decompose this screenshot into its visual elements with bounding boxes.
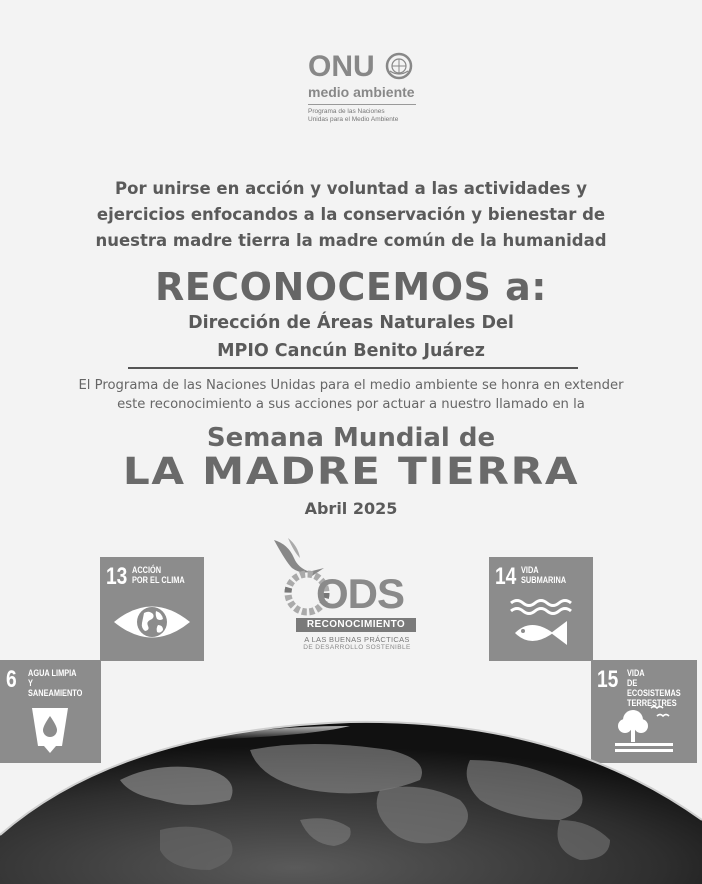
body-text <box>0 376 702 414</box>
semana-title: Semana Mundial de <box>206 423 496 453</box>
sdg-14-label <box>521 565 566 585</box>
body-line-1: El Programa de las Naciones Unidas para el medio ambiente se honra en extender <box>78 378 624 393</box>
sdg-14-label-line-1: VIDA <box>521 565 539 575</box>
sdg-13-number: 13 <box>106 563 128 590</box>
sdg-6-label <box>28 668 88 698</box>
reconocimiento-bar: RECONOCIMIENTO <box>296 618 416 632</box>
sdg-6-label-line-1: AGUA LIMPIA <box>28 668 77 678</box>
programa-text <box>308 108 428 124</box>
madre-tierra-title: LA MADRE TIERRA <box>122 450 580 493</box>
eye-globe-icon <box>112 599 192 645</box>
ods-subtitle-1: A LAS BUENAS PRÁCTICAS <box>304 635 410 644</box>
medio-ambiente-text: medio ambiente <box>308 84 415 100</box>
sdg-13-label-line-1: ACCIÓN <box>132 565 162 575</box>
sdg-13-label <box>132 565 185 585</box>
fish-waves-icon <box>507 597 577 653</box>
ods-logo <box>268 536 418 660</box>
logo-divider <box>308 104 416 105</box>
sdg-14-label-line-2: SUBMARINA <box>521 575 567 585</box>
sdg-14-tile <box>489 557 593 661</box>
sdg-15-label-line-2: DE ECOSISTEMAS <box>627 678 681 698</box>
organization-line-2: MPIO Cancún Benito Juárez <box>217 341 485 361</box>
sdg-15-number: 15 <box>597 666 619 693</box>
earth-globe-image <box>0 700 702 884</box>
ods-text: ODS <box>316 570 405 617</box>
intro-line-1: Por unirse en acción y voluntad a las actividades y <box>115 179 587 198</box>
sdg-15-label-line-1: VIDA <box>627 668 645 678</box>
sdg-14-number: 14 <box>495 563 517 590</box>
ods-subtitle-2: DE DESARROLLO SOSTENIBLE <box>303 644 411 651</box>
sdg-13-tile <box>100 557 204 661</box>
organization-underline <box>128 367 578 369</box>
onu-logo-text: ONU <box>308 50 375 83</box>
event-date: Abril 2025 <box>304 499 398 518</box>
intro-text <box>0 176 702 254</box>
sdg-13-label-line-2: POR EL CLIMA <box>132 575 185 585</box>
reconocemos-heading: RECONOCEMOS a: <box>155 265 547 309</box>
intro-line-3: nuestra madre tierra la madre común de la humanidad <box>95 231 607 250</box>
organization-line-1: Dirección de Áreas Naturales Del <box>188 313 514 333</box>
programa-line-2: Unidas para el Medio Ambiente <box>308 116 399 123</box>
sdg-6-label-line-2: Y SANEAMIENTO <box>28 678 83 698</box>
body-line-2: este reconocimiento a sus acciones por actuar a nuestro llamado en la <box>117 397 585 412</box>
un-emblem-icon <box>385 52 413 80</box>
intro-line-2: ejercicios enfocandos a la conservación y bienestar de <box>96 205 606 224</box>
sdg-15-label-line-3: TERRESTRES <box>627 698 677 708</box>
sdg-6-number: 6 <box>6 666 17 693</box>
programa-line-1: Programa de las Naciones <box>308 108 385 115</box>
unep-logo <box>300 48 440 128</box>
